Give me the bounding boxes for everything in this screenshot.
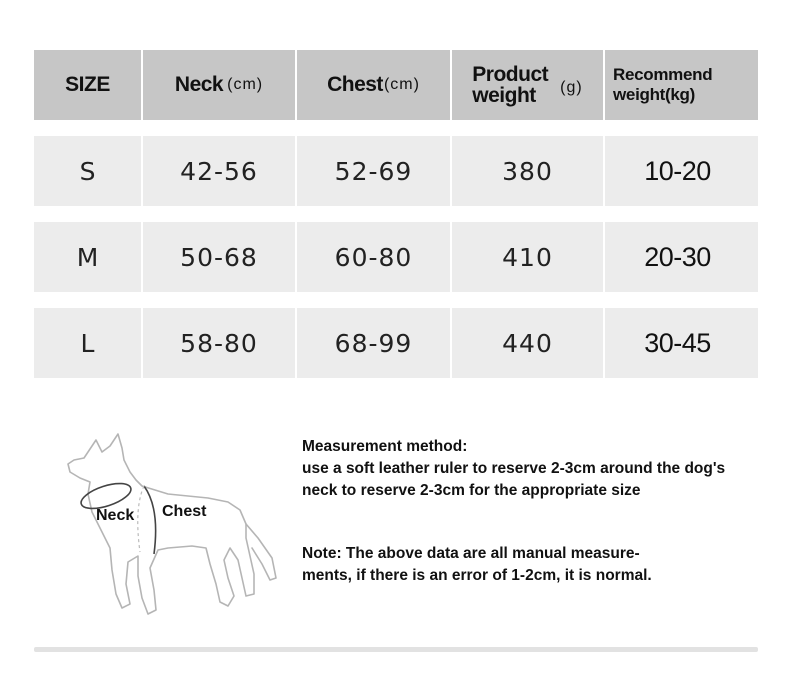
header-recommend-line1: Recommend	[613, 65, 713, 84]
header-neck-label: Neck	[174, 73, 224, 96]
neck-label: Neck	[96, 507, 135, 524]
neck-cell: 58-80	[180, 328, 258, 358]
size-cell: S	[79, 156, 96, 186]
table-header-row	[34, 50, 758, 120]
recommend-cell: 10-20	[644, 155, 711, 186]
header-size	[34, 50, 143, 120]
chest-label: Chest	[162, 503, 207, 520]
weight-cell: 410	[502, 242, 553, 272]
note-line-2: ments, if there is an error of 1-2cm, it is normal.	[302, 567, 652, 584]
size-cell: L	[80, 328, 95, 358]
bottom-divider	[34, 647, 758, 652]
header-product-weight-unit: (g)	[560, 79, 583, 96]
header-size-label: SIZE	[65, 73, 110, 96]
dog-outline-icon	[58, 428, 278, 618]
measurement-title: Measurement method:	[302, 438, 468, 455]
table-row	[34, 308, 758, 378]
table-row	[34, 222, 758, 292]
chest-cell: 60-80	[334, 242, 413, 272]
header-neck	[143, 50, 297, 120]
note-text	[302, 543, 772, 587]
note-line-1: Note: The above data are all manual measure-	[302, 545, 640, 562]
measurement-method	[302, 436, 772, 502]
recommend-cell: 20-30	[644, 241, 711, 272]
header-chest-label: Chest	[327, 73, 383, 96]
header-chest-unit: (cm)	[383, 76, 420, 93]
recommend-cell: 30-45	[644, 327, 711, 358]
header-product-weight-line2: weight	[472, 84, 536, 107]
header-product-weight-line1: Product	[472, 63, 549, 86]
chest-cell: 52-69	[334, 156, 413, 186]
measurement-line-2: neck to reserve 2-3cm for the appropriate size	[302, 482, 641, 499]
header-product-weight	[452, 50, 605, 120]
header-recommend-line2: weight(kg)	[613, 85, 695, 104]
header-chest	[297, 50, 452, 120]
weight-cell: 440	[502, 328, 553, 358]
chest-cell: 68-99	[334, 328, 413, 358]
neck-cell: 50-68	[180, 242, 258, 272]
neck-cell: 42-56	[180, 156, 258, 186]
table-row	[34, 136, 758, 206]
header-neck-unit: (cm)	[227, 76, 264, 93]
header-recommend-weight	[605, 50, 758, 120]
measurement-line-1: use a soft leather ruler to reserve 2-3cm around the dog's	[302, 460, 726, 477]
weight-cell: 380	[502, 156, 553, 186]
size-cell: M	[76, 242, 99, 272]
